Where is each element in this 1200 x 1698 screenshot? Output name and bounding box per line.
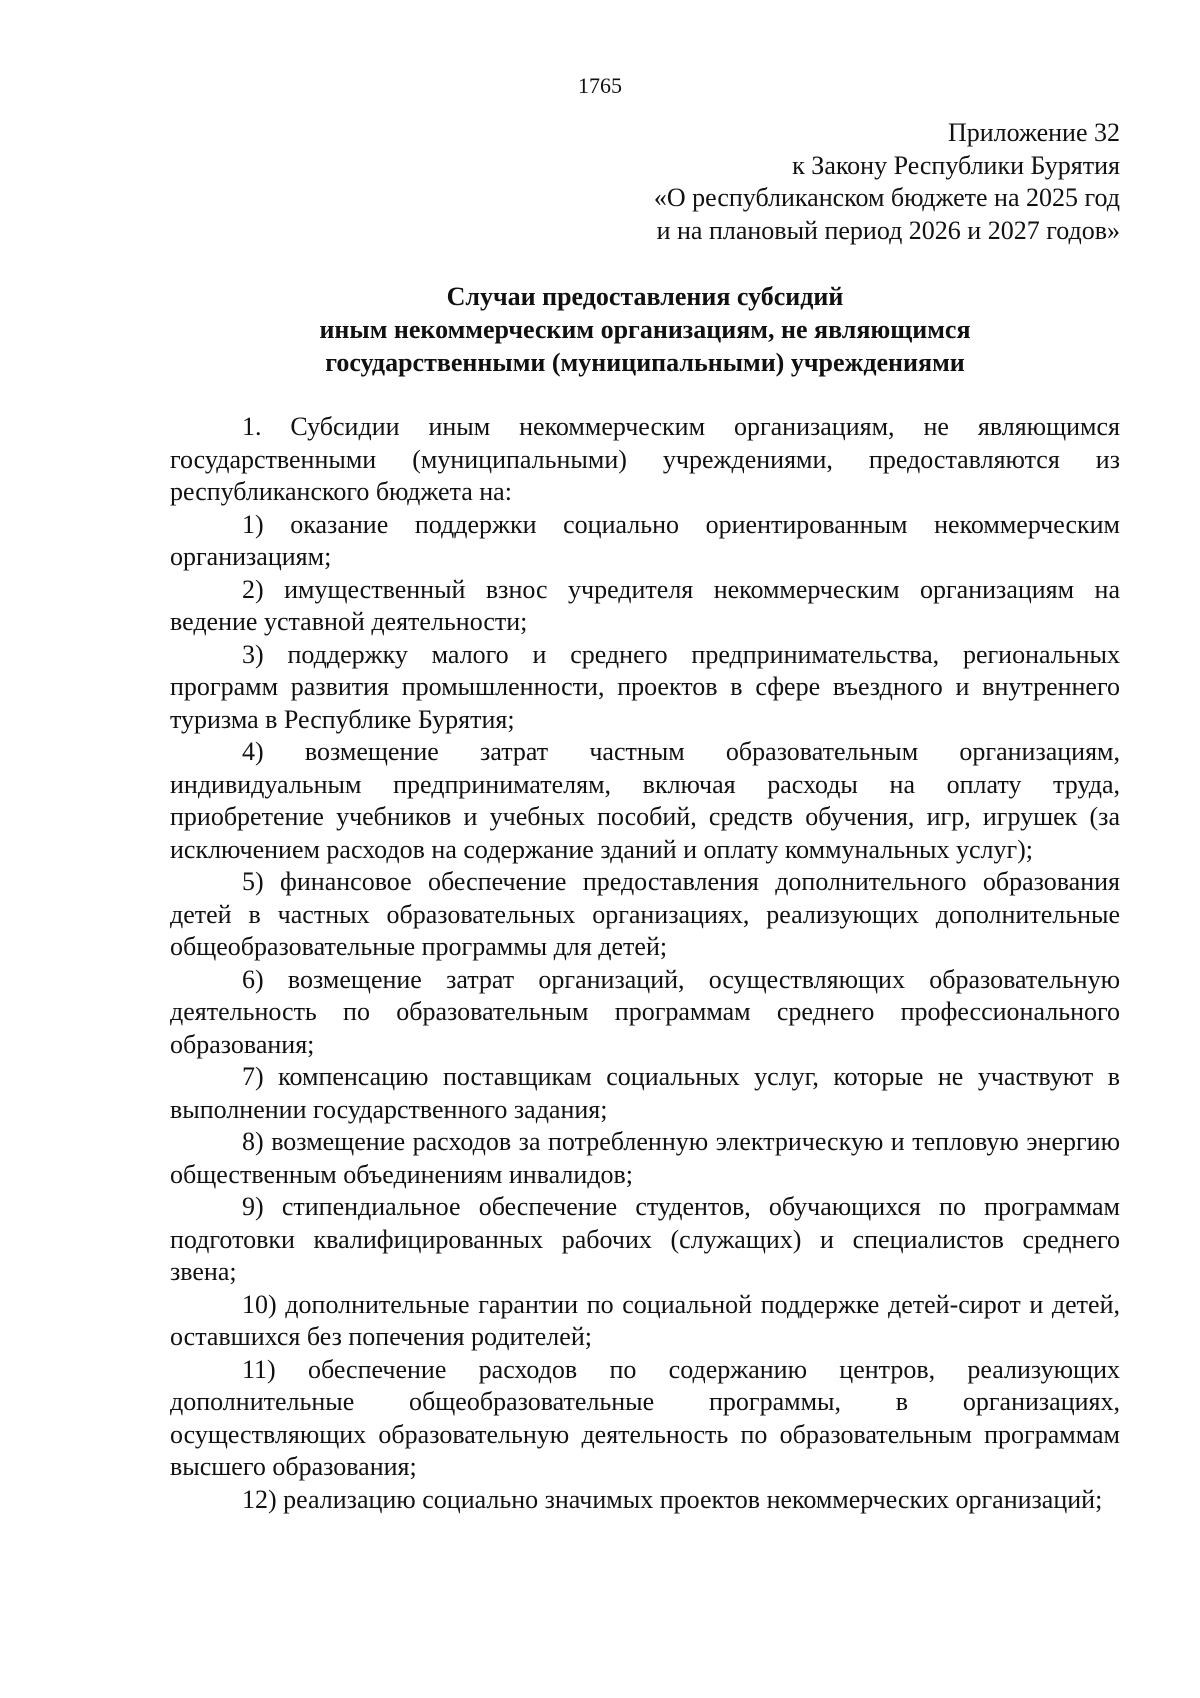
list-item-9: 9) стипендиальное обеспечение студентов, обучающихся по программам подготовки квалифицированных рабочих (служащих) и специалистов среднего звена; [170, 1192, 1120, 1286]
paragraph-intro: 1. Субсидии иным некоммерческим организациям, не являющимся государственными (муниципальными) учреждениями, предоставляются из республиканского бюджета на: [170, 412, 1120, 506]
appendix-law-title-line2: и на плановый период 2026 и 2027 годов» [656, 215, 1120, 245]
title-line-1: Случаи предоставления субсидий [446, 282, 844, 311]
appendix-law-reference: к Закону Республики Бурятия [792, 150, 1120, 180]
list-item-1: 1) оказание поддержки социально ориентированным некоммерческим организациям; [170, 509, 1120, 571]
list-item-11: 11) обеспечение расходов по содержанию центров, реализующих дополнительные общеобразовательные программы, в организациях, осуществляющих образовательную деятельность по образовательным программам высшего образования; [170, 1354, 1120, 1481]
appendix-law-title-line1: «О республиканском бюджете на 2025 год [653, 183, 1120, 212]
list-item-7: 7) компенсацию поставщикам социальных услуг, которые не участвуют в выполнении государственного задания; [170, 1062, 1120, 1124]
list-item-2: 2) имущественный взнос учредителя некоммерческим организациям на ведение уставной деятельности; [170, 574, 1120, 636]
page-number: 1765 [578, 73, 622, 98]
list-item-4: 4) возмещение затрат частным образовательным организациям, индивидуальным предпринимателям, включая расходы на оплату труда, приобретение учебников и учебных пособий, средств обучения, игр, игрушек (за исключением расходов на содержание зданий и оплату коммунальных услуг); [170, 737, 1120, 864]
list-item-12: 12) реализацию социально значимых проектов некоммерческих организаций; [242, 1484, 1103, 1514]
title-line-3: государственными (муниципальными) учреждениями [325, 348, 965, 377]
list-item-6: 6) возмещение затрат организаций, осуществляющих образовательную деятельность по образовательным программам среднего профессионального образования; [170, 964, 1120, 1059]
list-item-8: 8) возмещение расходов за потребленную электрическую и тепловую энергию общественным объединениям инвалидов; [170, 1127, 1120, 1189]
list-item-5: 5) финансовое обеспечение предоставления дополнительного образования детей в частных образовательных организациях, реализующих дополнительные общеобразовательные программы для детей; [170, 867, 1120, 961]
appendix-number: Приложение 32 [947, 118, 1120, 147]
document-body [170, 411, 1120, 1516]
document-title [170, 280, 1120, 379]
list-item-3: 3) поддержку малого и среднего предпринимательства, региональных программ развития промышленности, проектов в сфере въездного и внутреннего туризма в Республике Бурятия; [170, 639, 1120, 734]
title-line-2: иным некоммерческим организациям, не являющимся [319, 315, 971, 344]
list-item-10: 10) дополнительные гарантии по социальной поддержке детей-сирот и детей, оставшихся без попечения родителей; [170, 1289, 1120, 1351]
appendix-header [420, 117, 1120, 247]
